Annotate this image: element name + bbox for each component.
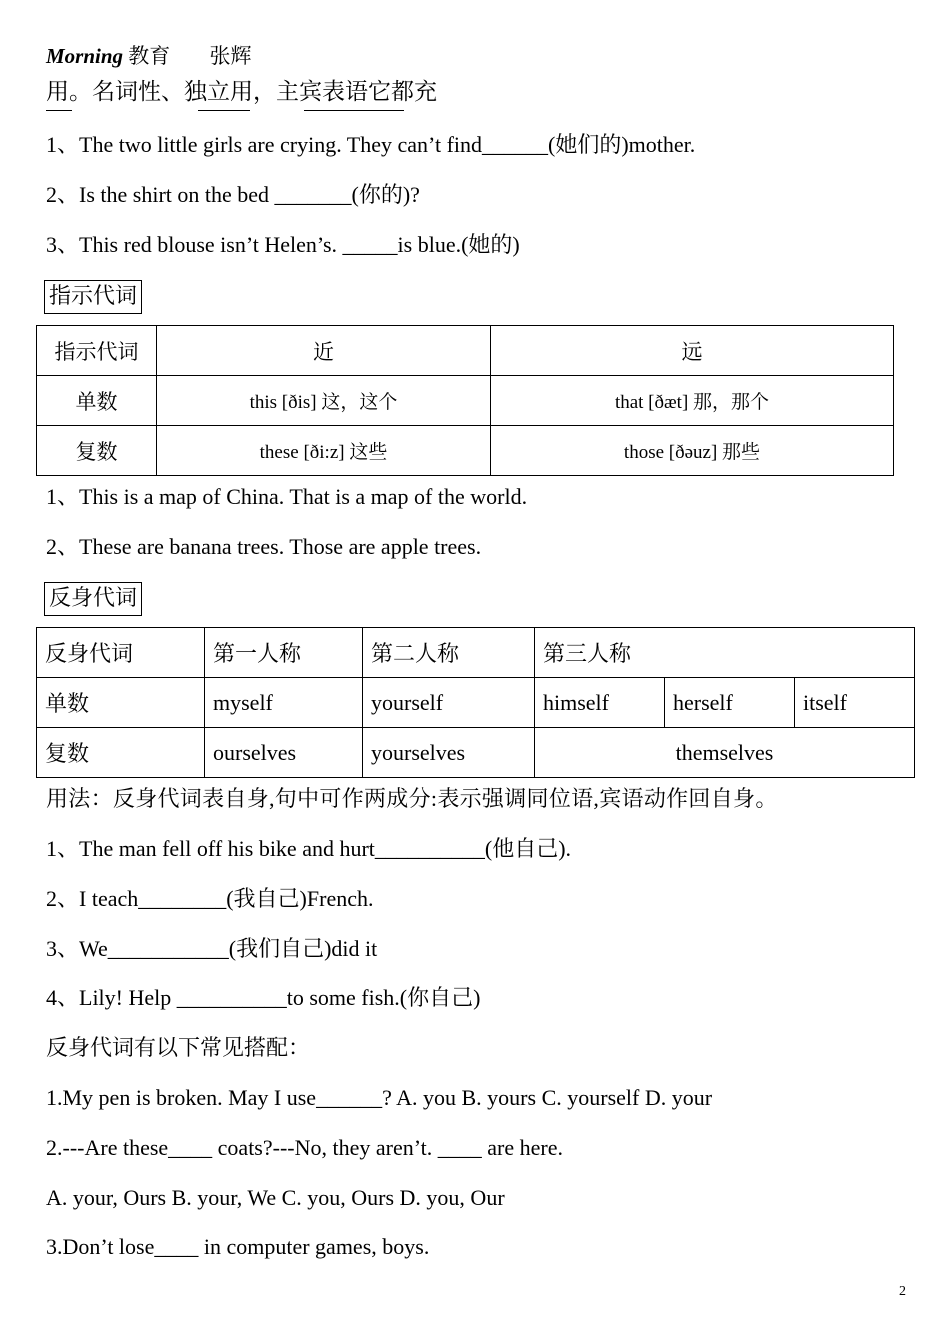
table-cell: yourself <box>363 678 535 728</box>
underline-mark <box>46 110 72 111</box>
page-number: 2 <box>899 1284 906 1299</box>
demonstrative-section-title: 指示代词 <box>44 280 142 314</box>
underline-mark <box>198 110 250 111</box>
row-label: 复数 <box>37 426 157 476</box>
possessive-exercise: 1、The two little girls are crying. They can’t find______(她们的)mother. <box>46 132 696 157</box>
table-header-cell: 指示代词 <box>37 326 157 376</box>
table-cell: this [ðis] 这，这个 <box>157 376 491 426</box>
table-header-row <box>37 628 915 678</box>
table-row <box>37 728 915 778</box>
question-line: 1.My pen is broken. May I use______? A. you B. yours C. yourself D. your <box>46 1085 713 1110</box>
usage-note: 用法：反身代词表自身,句中可作两成分:表示强调同位语,宾语动作回自身。 <box>46 786 778 811</box>
question-line: 2.---Are these____ coats?---No, they aren’t. ____ are here. <box>46 1135 563 1160</box>
row-label: 单数 <box>37 376 157 426</box>
row-label: 复数 <box>37 728 205 778</box>
reflexive-table <box>36 627 915 778</box>
header-brand: Morning <box>46 44 124 68</box>
page-header <box>46 42 252 70</box>
question-line: A. your, Ours B. your, We C. you, Ours D. you, Our <box>46 1185 505 1210</box>
table-header-cell: 远 <box>491 326 894 376</box>
table-header-cell: 近 <box>157 326 491 376</box>
table-row <box>37 376 894 426</box>
reflexive-section-title: 反身代词 <box>44 582 142 616</box>
table-cell: themselves <box>535 728 915 778</box>
row-label: 单数 <box>37 678 205 728</box>
table-header-cell: 第二人称 <box>363 628 535 678</box>
table-cell: that [ðæt] 那，那个 <box>491 376 894 426</box>
table-cell: these [ði:z] 这些 <box>157 426 491 476</box>
table-row <box>37 678 915 728</box>
table-cell: those [ðəuz] 那些 <box>491 426 894 476</box>
reflexive-exercise: 3、We___________(我们自己)did it <box>46 936 378 961</box>
example-sentence: 2、These are banana trees. Those are apple trees. <box>46 534 482 559</box>
table-header-cell: 第三人称 <box>535 628 915 678</box>
reflexive-exercise: 4、Lily! Help __________to some fish.(你自己) <box>46 985 481 1010</box>
table-header-row <box>37 326 894 376</box>
question-line: 3.Don’t lose____ in computer games, boys. <box>46 1234 430 1259</box>
table-cell: yourselves <box>363 728 535 778</box>
possessive-exercise: 3、This red blouse isn’t Helen’s. _____is blue.(她的) <box>46 232 520 257</box>
table-cell: herself <box>665 678 795 728</box>
reflexive-exercise: 1、The man fell off his bike and hurt__________(他自己). <box>46 836 572 861</box>
table-cell: myself <box>205 678 363 728</box>
example-sentence: 1、This is a map of China. That is a map of the world. <box>46 484 528 509</box>
table-header-cell: 第一人称 <box>205 628 363 678</box>
table-header-cell: 反身代词 <box>37 628 205 678</box>
reflexive-exercise: 2、I teach________(我自己)French. <box>46 886 374 911</box>
table-row <box>37 426 894 476</box>
collocation-heading: 反身代词有以下常见搭配： <box>46 1035 311 1060</box>
underline-mark <box>304 110 404 111</box>
demonstrative-table <box>36 325 894 476</box>
table-cell: itself <box>795 678 915 728</box>
header-org: 教育 <box>128 44 171 68</box>
intro-cut-line: 用。名词性、独立用，主宾表语它都充 <box>46 79 437 104</box>
possessive-exercise: 2、Is the shirt on the bed _______(你的)? <box>46 182 420 207</box>
table-cell: himself <box>535 678 665 728</box>
table-cell: ourselves <box>205 728 363 778</box>
header-author: 张辉 <box>209 44 252 68</box>
